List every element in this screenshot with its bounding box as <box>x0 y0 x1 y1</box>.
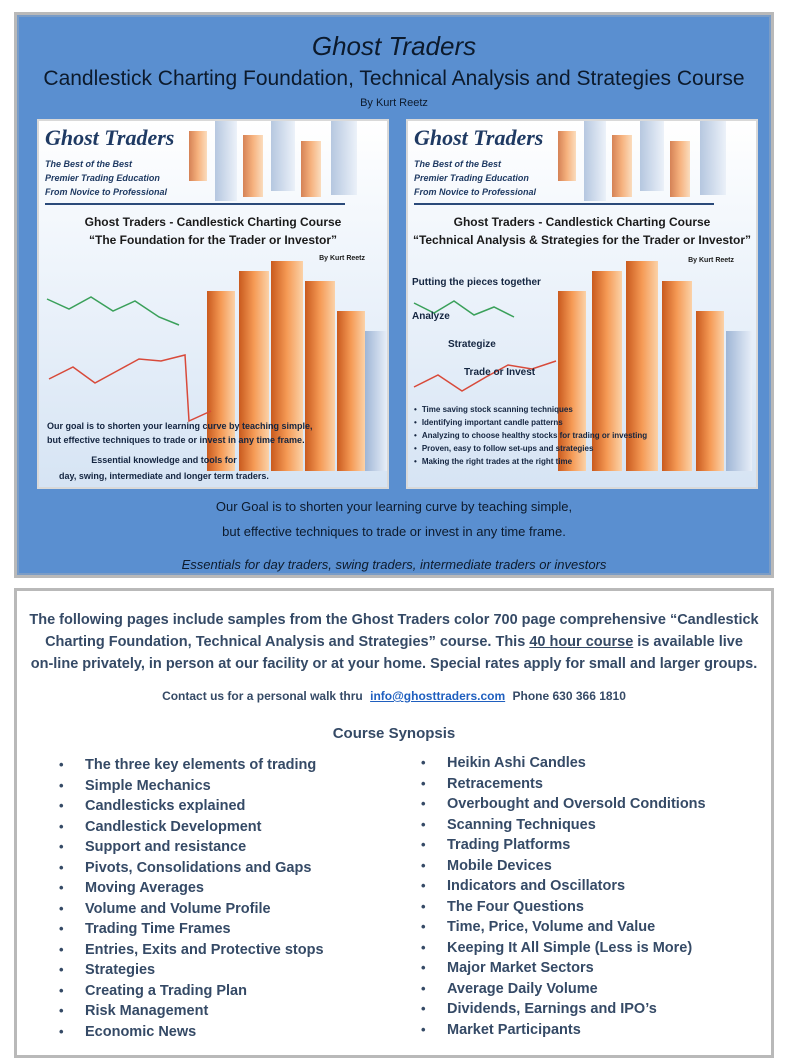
synopsis-heading: Course Synopsis <box>332 725 456 742</box>
intro-line: on-line privately, in person at our facility or at your home. Special rates apply for small and larger groups. <box>30 656 758 672</box>
cover-tagline: The Best of the Best <box>414 159 502 169</box>
cover-goal-text: Our goal is to shorten your learning curve by teaching simple, <box>47 421 313 431</box>
cover-byline: By Kurt Reetz <box>688 257 734 264</box>
audience-tagline: Essentials for day traders, swing traders, intermediate traders or investors <box>181 557 607 572</box>
cover-tagline: From Novice to Professional <box>414 187 537 197</box>
cover-tagline: The Best of the Best <box>45 159 133 169</box>
list-item: • Trading Platforms <box>421 835 706 856</box>
synopsis-list-left <box>59 755 324 1042</box>
cover-strategies <box>406 119 758 489</box>
phone-number: Phone 630 366 1810 <box>512 689 626 703</box>
list-item: • Retracements <box>421 774 706 795</box>
list-item: • Pivots, Consolidations and Gaps <box>59 858 324 879</box>
list-item: • Overbought and Oversold Conditions <box>421 794 706 815</box>
list-item: • Major Market Sectors <box>421 958 706 979</box>
author-byline: By Kurt Reetz <box>360 97 428 109</box>
contact-prefix: Contact us for a personal walk thru <box>162 689 363 703</box>
course-details-panel <box>14 588 774 1058</box>
cover-brand: Ghost Traders <box>414 125 544 150</box>
cover-divider <box>414 203 714 205</box>
cover-course-name: Ghost Traders - Candlestick Charting Course <box>84 215 342 229</box>
list-item: • Proven, easy to follow set-ups and strategies <box>414 442 647 455</box>
list-item: • Strategies <box>59 960 324 981</box>
cover-byline: By Kurt Reetz <box>319 255 365 262</box>
list-item: • Risk Management <box>59 1001 324 1022</box>
brand-title: Ghost Traders <box>311 31 477 61</box>
list-item: • Trading Time Frames <box>59 919 324 940</box>
cover-subtitle: “Technical Analysis & Strategies for the Trader or Investor” <box>412 233 752 247</box>
list-item: • Indicators and Oscillators <box>421 876 706 897</box>
intro-text: is available live <box>633 634 743 650</box>
cover-step-label: Analyze <box>412 311 450 322</box>
list-item: • Mobile Devices <box>421 856 706 877</box>
course-title: Candlestick Charting Foundation, Technical Analysis and Strategies Course <box>43 67 745 90</box>
cover-brand: Ghost Traders <box>45 125 175 150</box>
intro-paragraph <box>27 609 761 675</box>
list-item: • Candlesticks explained <box>59 796 324 817</box>
contact-line <box>17 689 771 703</box>
list-item: • Entries, Exits and Protective stops <box>59 940 324 961</box>
goal-statement: but effective techniques to trade or invest in any time frame. <box>222 524 566 539</box>
synopsis-list-right <box>421 753 706 1040</box>
list-item: • Average Daily Volume <box>421 979 706 1000</box>
cover-tagline: Premier Trading Education <box>414 173 529 183</box>
list-item: • The three key elements of trading <box>59 755 324 776</box>
list-item: • Support and resistance <box>59 837 324 858</box>
list-item: • Scanning Techniques <box>421 815 706 836</box>
course-hours-highlight: 40 hour course <box>529 634 634 650</box>
cover-step-label: Trade or Invest <box>464 367 536 378</box>
list-item: • Moving Averages <box>59 878 324 899</box>
intro-line: The following pages include samples from the Ghost Traders color 700 page comprehensive “Candlestick <box>29 612 759 628</box>
cover-bullet-list <box>414 403 647 468</box>
list-item: • Analyzing to choose healthy stocks for trading or investing <box>414 429 647 442</box>
cover-foundation <box>37 119 389 489</box>
cover-tagline: From Novice to Professional <box>45 187 168 197</box>
cover-goal-text: but effective techniques to trade or invest in any time frame. <box>47 435 305 445</box>
intro-text: Charting Foundation, Technical Analysis and Strategies” course. This <box>45 634 530 650</box>
list-item: • Time, Price, Volume and Value <box>421 917 706 938</box>
list-item: • Candlestick Development <box>59 817 324 838</box>
cover-essentials: Essential knowledge and tools for <box>91 455 237 465</box>
cover-step-label: Putting the pieces together <box>412 277 541 288</box>
cover-course-name: Ghost Traders - Candlestick Charting Course <box>453 215 711 229</box>
list-item: • Simple Mechanics <box>59 776 324 797</box>
list-item: • Volume and Volume Profile <box>59 899 324 920</box>
course-banner <box>14 12 774 578</box>
list-item: • Economic News <box>59 1022 324 1043</box>
background-bars <box>189 121 357 201</box>
list-item: • The Four Questions <box>421 897 706 918</box>
green-trend-line <box>47 297 179 325</box>
red-trend-line <box>49 355 211 421</box>
list-item: • Creating a Trading Plan <box>59 981 324 1002</box>
email-link[interactable]: info@ghosttraders.com <box>370 689 506 703</box>
cover-divider <box>45 203 345 205</box>
list-item: • Market Participants <box>421 1020 706 1041</box>
intro-line <box>27 631 761 653</box>
goal-statement: Our Goal is to shorten your learning curve by teaching simple, <box>215 499 573 514</box>
cover-tagline: Premier Trading Education <box>45 173 160 183</box>
list-item: • Keeping It All Simple (Less is More) <box>421 938 706 959</box>
background-bars <box>558 121 726 201</box>
cover-step-label: Strategize <box>448 339 496 350</box>
list-item: • Making the right trades at the right time <box>414 455 647 468</box>
cover-subtitle: “The Foundation for the Trader or Investor” <box>88 233 337 247</box>
cover-essentials: day, swing, intermediate and longer term traders. <box>59 471 269 481</box>
list-item: • Heikin Ashi Candles <box>421 753 706 774</box>
list-item: • Time saving stock scanning techniques <box>414 403 647 416</box>
list-item: • Dividends, Earnings and IPO’s <box>421 999 706 1020</box>
list-item: • Identifying important candle patterns <box>414 416 647 429</box>
